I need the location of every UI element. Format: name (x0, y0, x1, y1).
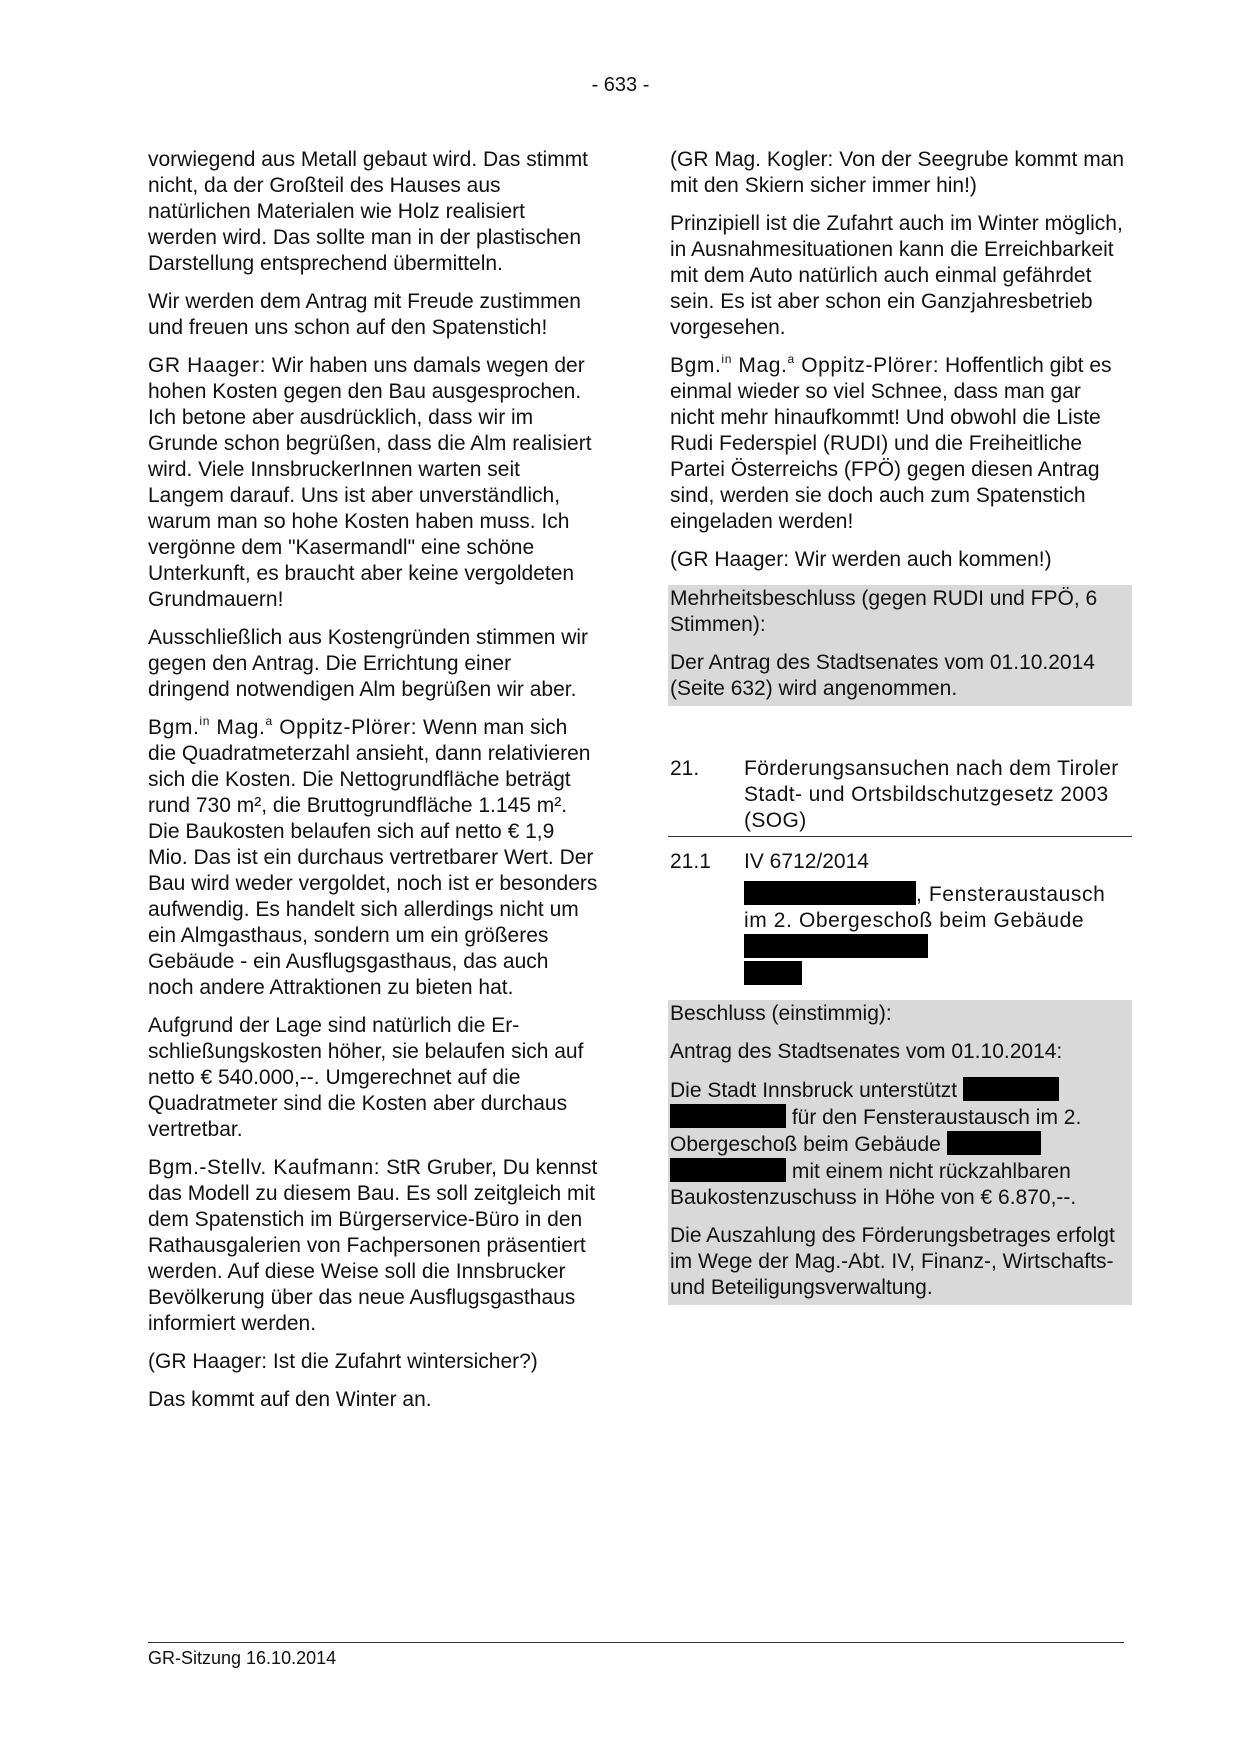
paragraph: Prinzipiell ist die Zufahrt auch im Winter möglich, in Ausnahmesituationen kann die Erreichbarkeit mit dem Auto natürlich auch einmal gefährdet sein. Es ist aber schon ein Ganzjahresbetrieb vorgesehen. (670, 212, 1123, 339)
agenda-title: Förderungsansuchen nach dem Tiroler Stadt- und Ortsbildschutzgesetz 2003 (SOG) (744, 757, 1119, 832)
decision-text: Die Auszahlung des Förderungsbetrages erfolgt im Wege der Mag.-Abt. IV, Finanz-, Wirtschafts- und Beteiligungsverwaltung. (670, 1224, 1115, 1299)
right-column (670, 147, 1130, 1305)
decision-heading: Beschluss (einstimmig): (670, 1002, 892, 1025)
decision-text: Die Stadt Innsbruck unterstützt für den Fensteraustausch im 2. Obergeschoß beim Gebäude mit einem nicht rückzahlbaren Baukostenzuschuss in Höhe von € 6.870,--. (670, 1079, 1082, 1209)
speech-text: Hoffentlich gibt es einmal wieder so viel Schnee, dass man gar nicht mehr hinaufkommt! Und obwohl die Liste Rudi Federspiel (RUDI) und die Freiheitliche Partei Österreichs (FPÖ) gegen diesen Antrag sind, werden sie doch auch zum Spatenstich eingeladen werden! (670, 354, 1112, 533)
interjection: (GR Haager: Wir werden auch kommen!) (670, 548, 1052, 571)
paragraph: Das kommt auf den Winter an. (148, 1388, 432, 1411)
speech-mayor (148, 715, 598, 1001)
sub-description: , Fensteraustausch im 2. Obergeschoß beim Gebäude (744, 881, 1130, 988)
redaction-bar (744, 881, 916, 905)
speech-text: Wenn man sich die Quadratmeterzahl ansieht, dann relativieren sich die Kosten. Die Nettogrundfläche beträgt rund 730 m², die Bruttogrundfläche 1.145 m². Die Baukosten belaufen sich auf netto € 1,9 Mio. Das ist ein durchaus vertretbarer Wert. Der Bau wird weder vergoldet, noch ist er besonders aufwendig. Es handelt sich allerdings nicht um ein Almgasthaus, sondern um ein größeres Gebäude - ein Ausflugsgasthaus, das auch noch andere Attraktionen zu bieten hat. (148, 716, 598, 999)
decision-heading: Mehrheitsbeschluss (gegen RUDI und FPÖ, 6 Stimmen): (670, 587, 1098, 636)
decision-text: Der Antrag des Stadtsenates vom 01.10.2014 (Seite 632) wird angenommen. (670, 651, 1095, 700)
agenda-number: 21. (670, 757, 700, 780)
speech-text: Wir haben uns damals wegen der hohen Kosten gegen den Bau ausgesprochen. Ich betone aber ausdrücklich, dass wir im Grunde schon begrüßen, dass die Alm realisiert wird. Viele InnsbruckerInnen warten seit Langem darauf. Uns ist aber unverständlich, warum man so hohe Kosten haben muss. Ich vergönne dem "Kasermandl" eine schöne Unterkunft, es braucht aber keine vergoldeten Grundmauern! (148, 354, 592, 611)
redaction-bar (744, 934, 928, 958)
agenda-item-21 (670, 756, 1130, 988)
redaction-bar (670, 1158, 786, 1182)
footer-divider (148, 1642, 1124, 1643)
sub-number: 21.1 (670, 850, 711, 873)
decision-box-1 (668, 585, 1132, 706)
speech-mayor (670, 353, 1130, 535)
speaker-name: Bgm.$^{in}$ Mag.$^a$ Oppitz-Plörer: (670, 352, 940, 377)
interjection: (GR Mag. Kogler: Von der Seegrube kommt man mit den Skiern sicher immer hin!) (670, 148, 1125, 197)
decision-text: Antrag des Stadtsenates vom 01.10.2014: (670, 1040, 1063, 1063)
speaker-name: Bgm.$^{in}$ Mag.$^a$ Oppitz-Plörer: (148, 714, 418, 739)
paragraph: Aufgrund der Lage sind natürlich die Erschließungskosten höher, sie belaufen sich auf netto € 540.000,--. Umgerechnet auf die Quadratmeter sind die Kosten aber durchaus vertretbar. (148, 1014, 584, 1141)
paragraph: Ausschließlich aus Kostengründen stimmen wir gegen den Antrag. Die Errichtung einer dringend notwendigen Alm begrüßen wir aber. (148, 626, 589, 701)
redaction-bar (947, 1131, 1041, 1155)
agenda-divider (668, 836, 1132, 837)
speaker-name: GR Haager: (148, 354, 267, 377)
page-number: - 633 - (591, 74, 650, 96)
redaction-bar (963, 1077, 1059, 1101)
speaker-name: Bgm.-Stellv. Kaufmann: (148, 1156, 381, 1179)
paragraph: Wir werden dem Antrag mit Freude zustimmen und freuen uns schon auf den Spatenstich! (148, 290, 581, 339)
redaction-bar (744, 961, 802, 985)
decision-box-2 (668, 1000, 1132, 1305)
speech-text: StR Gruber, Du kennst das Modell zu diesem Bau. Es soll zeitgleich mit dem Spatenstich im Bürgerservice-Büro in den Rathausgalerien von Fachpersonen präsentiert werden. Auf diese Weise soll die Innsbrucker Bevölkerung über das neue Ausflugsgasthaus informiert werden. (148, 1156, 598, 1335)
interjection: (GR Haager: Ist die Zufahrt wintersicher?) (148, 1350, 538, 1373)
left-column (148, 147, 598, 1413)
sub-reference: IV 6712/2014 (744, 850, 869, 873)
redaction-bar (670, 1104, 786, 1128)
footer-session: GR-Sitzung 16.10.2014 (148, 1648, 337, 1668)
speech-haager (148, 353, 598, 613)
speech-kaufmann (148, 1155, 598, 1337)
paragraph: vorwiegend aus Metall gebaut wird. Das stimmt nicht, da der Großteil des Hauses aus natürlichen Materialen wie Holz realisiert werden wird. Das sollte man in der plastischen Darstellung entsprechend übermitteln. (148, 148, 589, 275)
